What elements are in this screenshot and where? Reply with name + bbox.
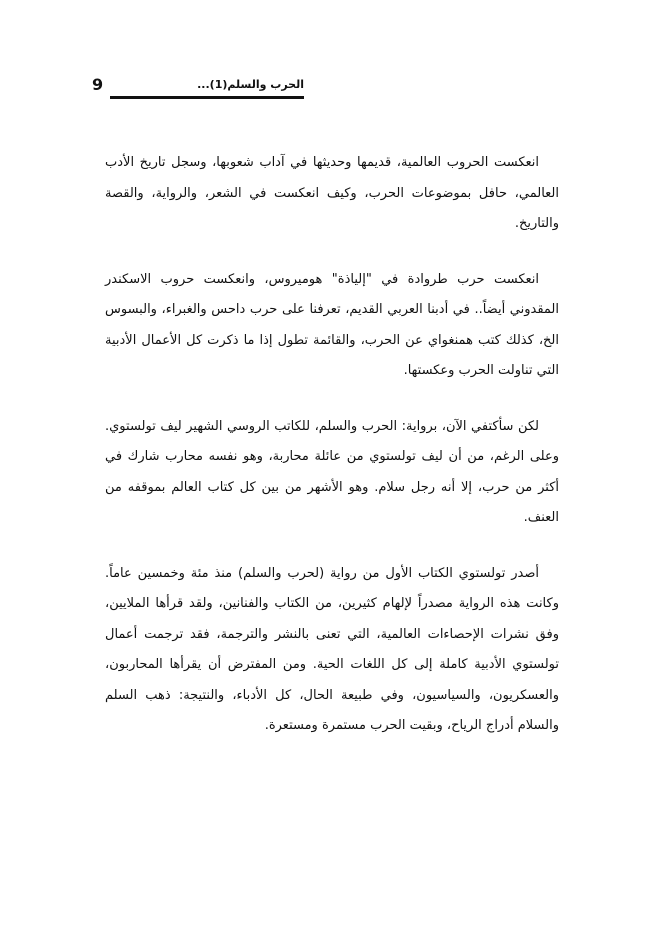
- paragraph-4: أصدر تولستوي الكتاب الأول من رواية (لحرب والسلم) منذ مئة وخمسين عاماً. وكانت هذه الرواية مصدراً لإلهام كثيرين، من الكتاب والفنانين، ولقد قرأها الملايين، وفق نشرات الإحصاءات العالمية، التي تعنى بالنشر والترجمة، فقد ترجمت أعمال تولستوي الأدبية كاملة إلى كل اللغات الحية. ومن المفترض أن يقرأها المحاربون، والعسكريون، والسياسيون، وفي طبيعة الحال، كل الأدباء، والنتيجة: ذهب السلم والسلام أدراج الرياح، وبقيت الحرب مستمرة ومستعرة.: [105, 565, 559, 733]
- header-rule: [110, 96, 304, 99]
- body-text: [105, 148, 559, 767]
- running-header: [92, 74, 304, 100]
- paragraph-3: لكن سأكتفي الآن، برواية: الحرب والسلم، للكاتب الروسي الشهير ليف تولستوي. وعلى الرغم، من أن ليف تولستوي من عائلة محاربة، وهو نفسه محارب شارك في أكثر من حرب، إلا أنه رجل سلام. وهو الأشهر من بين كل كتاب العالم بموقفه من العنف.: [105, 418, 559, 525]
- paragraph-1: انعكست الحروب العالمية، قديمها وحديثها في آداب شعوبها، وسجل تاريخ الأدب العالمي، حافل بموضوعات الحرب، وكيف انعكست في الشعر، والرواية، والقصة والتاريخ.: [105, 155, 559, 231]
- page-number: 9: [92, 75, 104, 94]
- book-title: الحرب والسلم(1)...: [197, 78, 304, 91]
- paragraph-2: انعكست حرب طروادة في "إلياذة" هوميروس، وانعكست حروب الاسكندر المقدوني أيضاً.. في أدبنا العربي القديم، تعرفنا على حرب داحس والغبراء، والبسوس الخ، كذلك كتب همنغواي عن الحرب، والقائمة تطول إذا ما ذكرت كل الأعمال الأدبية التي تناولت الحرب وعكستها.: [105, 271, 559, 378]
